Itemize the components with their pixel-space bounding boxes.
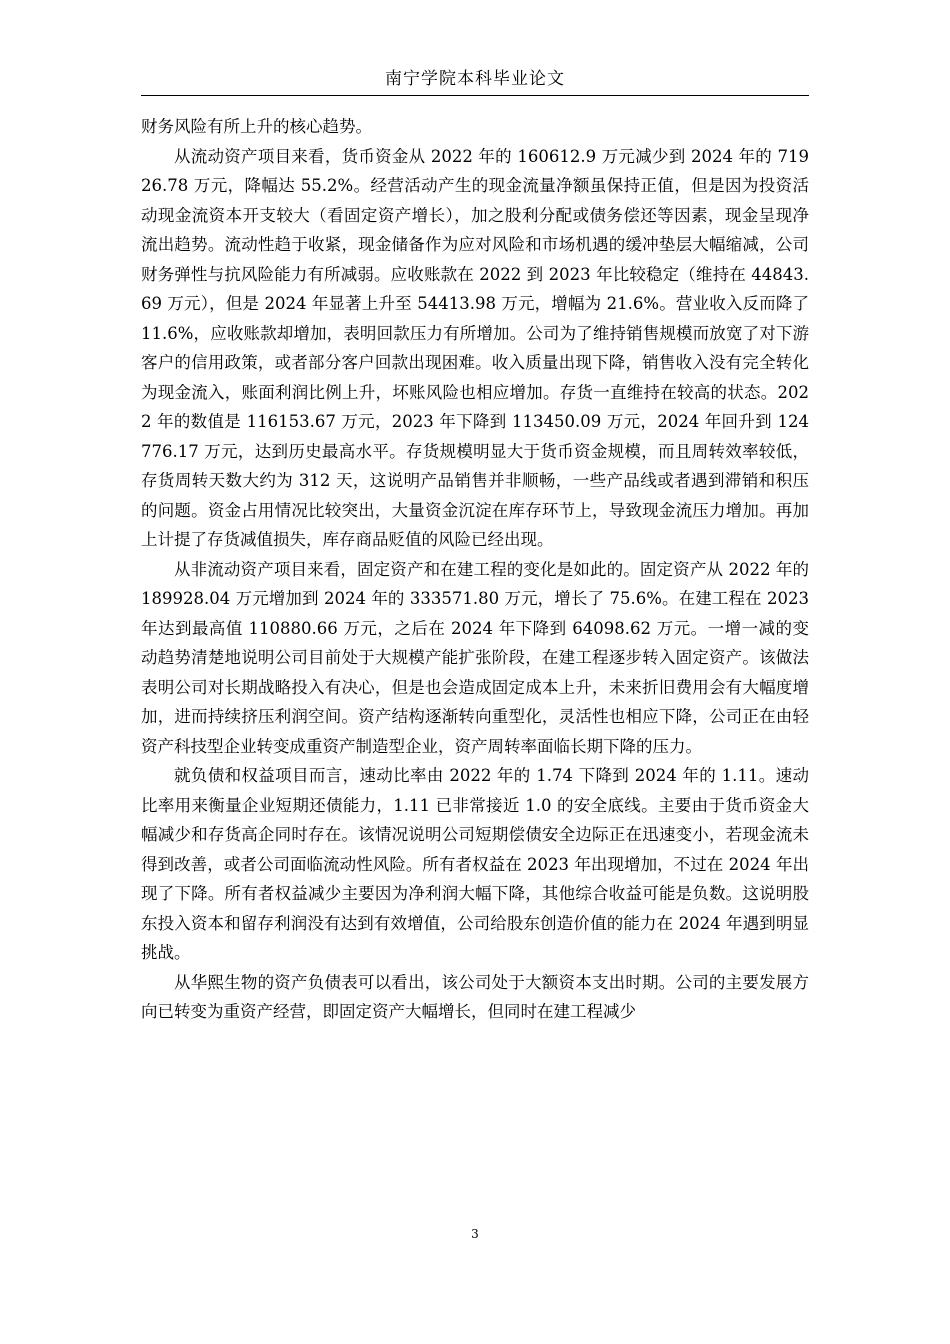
page-number: 3 bbox=[471, 1227, 479, 1241]
document-body bbox=[141, 112, 809, 1027]
paragraph-current-assets: 从流动资产项目来看，货币资金从 2022 年的 160612.9 万元减少到 2024 年的 71926.78 万元，降幅达 55.2%。经营活动产生的现金流量净额虽保持正值，但是因为投资活动现金流资本开支较大（看固定资产增长），加之股利分配或债务偿还等因素，现金呈现净流出趋势。流动性趋于收紧，现金储备作为应对风险和市场机遇的缓冲垫层大幅缩减，公司财务弹性与抗风险能力有所减弱。应收账款在 2022 到 2023 年比较稳定（维持在 44843.69 万元），但是 2024 年显著上升至 54413.98 万元，增幅为 21.6%。营业收入反而降了 11.6%，应收账款却增加，表明回款压力有所增加。公司为了维持销售规模而放宽了对下游客户的信用政策，或者部分客户回款出现困难。收入质量出现下降，销售收入没有完全转化为现金流入，账面利润比例上升，坏账风险也相应增加。存货一直维持在较高的状态。2022 年的数值是 116153.67 万元，2023 年下降到 113450.09 万元，2024 年回升到 124776.17 万元，达到历史最高水平。存货规模明显大于货币资金规模，而且周转效率较低，存货周转天数大约为 312 天，这说明产品销售并非顺畅，一些产品线或者遇到滞销和积压的问题。资金占用情况比较突出，大量资金沉淀在库存环节上，导致现金流压力增加。再加上计提了存货减值损失，库存商品贬值的风险已经出现。 bbox=[141, 146, 809, 549]
header-title: 南宁学院本科毕业论文 bbox=[385, 69, 565, 89]
page-header bbox=[141, 66, 809, 96]
paragraph-continuation: 财务风险有所上升的核心趋势。 bbox=[141, 117, 372, 136]
paragraph-summary: 从华熙生物的资产负债表可以看出，该公司处于大额资本支出时期。公司的主要发展方向已转变为重资产经营，即固定资产大幅增长，但同时在建工程减少 bbox=[141, 972, 809, 1021]
paragraph-liabilities-equity: 就负债和权益项目而言，速动比率由 2022 年的 1.74 下降到 2024 年的 1.11。速动比率用来衡量企业短期还债能力，1.11 已非常接近 1.0 的安全底线。主要由于货币资金大幅减少和存货高企同时存在。该情况说明公司短期偿债安全边际正在迅速变小，若现金流未得到改善，或者公司面临流动性风险。所有者权益在 2023 年出现增加，不过在 2024 年出现了下降。所有者权益减少主要因为净利润大幅下降，其他综合收益可能是负数。这说明股东投入资本和留存利润没有达到有效增值，公司给股东创造价值的能力在 2024 年遇到明显挑战。 bbox=[141, 766, 809, 962]
paragraph-non-current-assets: 从非流动资产项目来看，固定资产和在建工程的变化是如此的。固定资产从 2022 年的 189928.04 万元增加到 2024 年的 333571.80 万元，增长了 75.6%。在建工程在 2023 年达到最高值 110880.66 万元，之后在 2024 年下降到 64098.62 万元。一增一减的变动趋势清楚地说明公司目前处于大规模产能扩张阶段，在建工程逐步转入固定资产。该做法表明公司对长期战略投入有决心，但是也会造成固定成本上升，未来折旧费用会有大幅度增加，进而持续挤压利润空间。资产结构逐渐转向重型化，灵活性也相应下降，公司正在由轻资产科技型企业转变成重资产制造型企业，资产周转率面临长期下降的压力。 bbox=[141, 559, 809, 756]
